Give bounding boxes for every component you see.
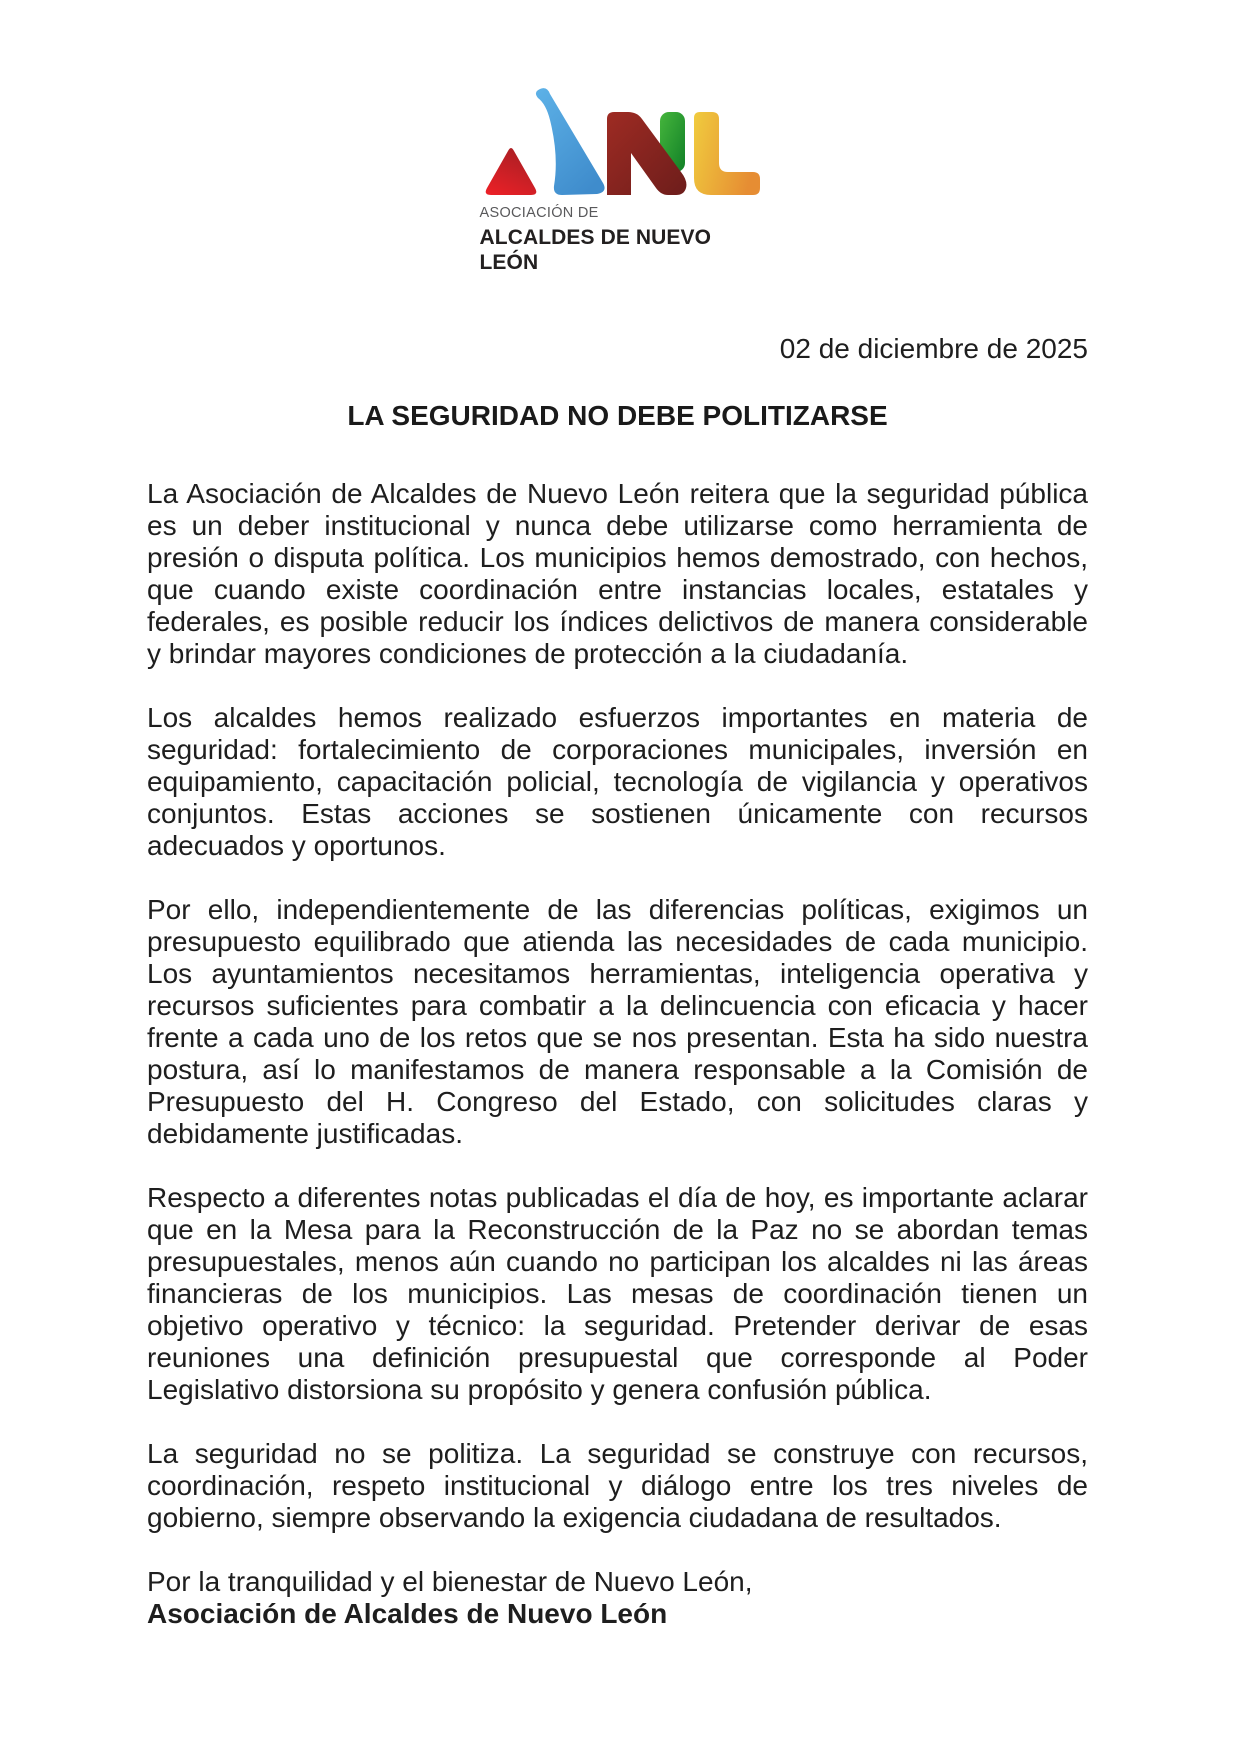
logo-a-triangle — [485, 148, 536, 195]
letter-paragraph-2: Los alcaldes hemos realizado esfuerzos importantes en materia de seguridad: fortalecimiento de corporaciones municipales, inversión en equipamiento, capacitación policial, tecnología de vigilancia y operativos conjuntos. Estas acciones se sostienen únicamente con recursos adecuados y oportunos. — [147, 702, 1088, 861]
letter-closing-block — [147, 1566, 1088, 1630]
logo-letter-l — [694, 112, 760, 195]
letter-date: 02 de diciembre de 2025 — [779, 333, 1088, 364]
signature-line: Asociación de Alcaldes de Nuevo León — [147, 1598, 668, 1629]
logo-org-line1: ASOCIACIÓN DE — [479, 205, 599, 221]
logo-org-line2: ALCALDES DE NUEVO LEÓN — [479, 226, 712, 274]
letter-paragraph-4: Respecto a diferentes notas publicadas el día de hoy, es importante aclarar que en la Mesa para la Reconstrucción de la Paz no se abordan temas presupuestales, menos aún cuando no participan los alcaldes ni las áreas financieras de los municipios. Las mesas de coordinación tienen un objetivo operativo y técnico: la seguridad. Pretender derivar de esas reuniones una definición presupuestal que corresponde al Poder Legislativo distorsiona su propósito y genera confusión pública. — [147, 1182, 1088, 1405]
letter-paragraph-5: La seguridad no se politiza. La seguridad se construye con recursos, coordinación, respeto institucional y diálogo entre los tres niveles de gobierno, siempre observando la exigencia ciudadana de resultados. — [147, 1438, 1088, 1533]
anl-logo — [480, 88, 772, 275]
closing-line: Por la tranquilidad y el bienestar de Nuevo León, — [147, 1566, 753, 1597]
letter-body — [147, 478, 1088, 1534]
letter-paragraph-1: La Asociación de Alcaldes de Nuevo León reitera que la seguridad pública es un deber institucional y nunca debe utilizarse como herramienta de presión o disputa política. Los municipios hemos demostrado, con hechos, que cuando existe coordinación entre instancias locales, estatales y federales, es posible reducir los índices delictivos de manera considerable y brindar mayores condiciones de protección a la ciudadanía. — [147, 478, 1088, 669]
letter-paragraph-3: Por ello, independientemente de las diferencias políticas, exigimos un presupuesto equilibrado que atienda las necesidades de cada municipio. Los ayuntamientos necesitamos herramientas, inteligencia operativa y recursos suficientes para combatir a la delincuencia con eficacia y hacer frente a cada uno de los retos que se nos presentan. Esta ha sido nuestra postura, así lo manifestamos de manera responsable a la Comisión de Presupuesto del H. Congreso del Estado, con solicitudes claras y debidamente justificadas. — [147, 894, 1088, 1149]
anl-logo-icon — [480, 88, 770, 198]
letter-title: LA SEGURIDAD NO DEBE POLITIZARSE — [347, 400, 888, 431]
logo-a-beam — [535, 88, 604, 195]
